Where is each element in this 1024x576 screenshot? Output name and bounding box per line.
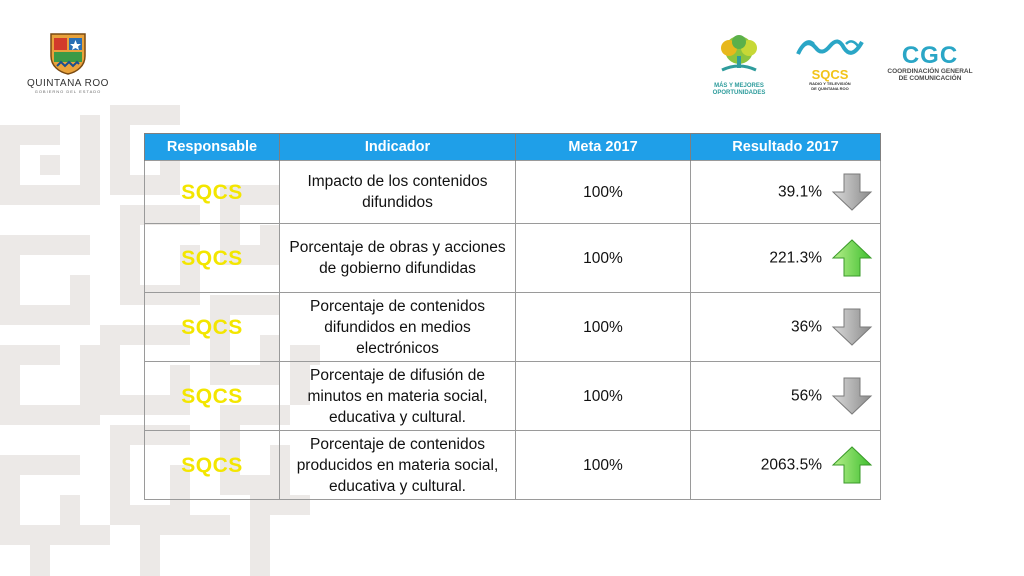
quintana-roo-logo bbox=[26, 30, 110, 100]
responsable-cell: SQCS bbox=[145, 431, 280, 500]
indicador-cell: Porcentaje de contenidos difundidos en medios electrónicos bbox=[280, 293, 516, 362]
resultado-cell bbox=[691, 293, 881, 362]
quintana-roo-name: QUINTANA ROO bbox=[27, 78, 109, 89]
indicador-cell: Porcentaje de obras y acciones de gobierno difundidas bbox=[280, 224, 516, 293]
resultado-value: 56% bbox=[790, 387, 822, 405]
header-meta: Meta 2017 bbox=[516, 134, 691, 161]
responsable-cell: SQCS bbox=[145, 362, 280, 431]
table-row bbox=[145, 431, 881, 500]
mmo-line2: OPORTUNIDADES bbox=[712, 90, 766, 96]
table-row bbox=[145, 161, 881, 224]
cgc-sub1: COORDINACIÓN GENERAL bbox=[887, 68, 973, 75]
cgc-logo bbox=[878, 44, 982, 88]
mmo-line1: MÁS Y MEJORES bbox=[714, 83, 764, 89]
resultado-cell bbox=[691, 431, 881, 500]
arrow-up-icon bbox=[830, 445, 874, 485]
state-shield-icon bbox=[47, 30, 89, 76]
meta-cell: 100% bbox=[516, 224, 691, 293]
mas-mejores-oportunidades-logo bbox=[702, 34, 776, 96]
indicators-table bbox=[144, 133, 881, 500]
resultado-value: 36% bbox=[790, 318, 822, 336]
sqcs-sub1: RADIO Y TELEVISIÓN bbox=[809, 81, 851, 86]
sqcs-wave-icon bbox=[794, 34, 866, 64]
indicador-cell: Impacto de los contenidos difundidos bbox=[280, 161, 516, 224]
header-indicador: Indicador bbox=[280, 134, 516, 161]
resultado-value: 221.3% bbox=[769, 249, 822, 267]
sqcs-sub2: DE QUINTANA ROO bbox=[811, 86, 849, 91]
arrow-down-icon bbox=[830, 172, 874, 212]
resultado-cell bbox=[691, 362, 881, 431]
arrow-up-icon bbox=[830, 238, 874, 278]
cgc-brand: CGC bbox=[901, 42, 959, 69]
indicador-cell: Porcentaje de contenidos producidos en materia social, educativa y cultural. bbox=[280, 431, 516, 500]
responsable-cell: SQCS bbox=[145, 293, 280, 362]
quintana-roo-tagline: GOBIERNO DEL ESTADO bbox=[34, 89, 102, 94]
table-row bbox=[145, 362, 881, 431]
responsable-cell: SQCS bbox=[145, 161, 280, 224]
resultado-value: 2063.5% bbox=[760, 456, 822, 474]
resultado-cell bbox=[691, 224, 881, 293]
tree-icon bbox=[712, 34, 766, 78]
responsable-cell: SQCS bbox=[145, 224, 280, 293]
meta-cell: 100% bbox=[516, 293, 691, 362]
cgc-sub2: DE COMUNICACIÓN bbox=[898, 75, 962, 82]
arrow-down-icon bbox=[830, 376, 874, 416]
indicador-cell: Porcentaje de difusión de minutos en materia social, educativa y cultural. bbox=[280, 362, 516, 431]
meta-cell: 100% bbox=[516, 431, 691, 500]
table-header-row bbox=[145, 134, 881, 161]
sqcs-logo bbox=[792, 34, 868, 96]
meta-cell: 100% bbox=[516, 362, 691, 431]
table-row bbox=[145, 224, 881, 293]
header-resultado: Resultado 2017 bbox=[691, 134, 881, 161]
resultado-value: 39.1% bbox=[778, 183, 822, 201]
resultado-cell bbox=[691, 161, 881, 224]
sqcs-brand: SQCS bbox=[811, 67, 849, 82]
arrow-down-icon bbox=[830, 307, 874, 347]
header-responsable: Responsable bbox=[145, 134, 280, 161]
meta-cell: 100% bbox=[516, 161, 691, 224]
table-row bbox=[145, 293, 881, 362]
